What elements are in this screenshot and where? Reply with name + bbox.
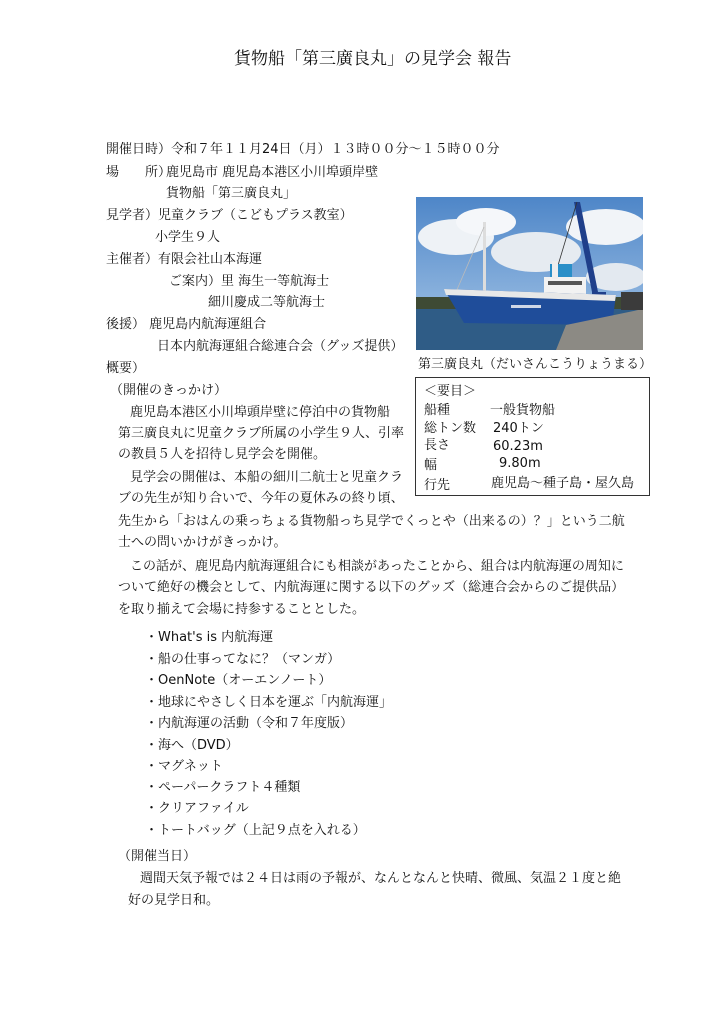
page-title: 貨物船「第三廣良丸」の見学会 報告 xyxy=(234,49,512,69)
summary-label-type: 船種 xyxy=(424,403,451,418)
day-heading: （開催当日） xyxy=(118,849,197,864)
info-support-2: 日本内航海運組合総連合会（グッズ提供） xyxy=(157,339,404,354)
kikkake-line-4: 見学会の開催は、本船の細川二航士と児童クラ xyxy=(130,470,404,485)
overview-label: 概要） xyxy=(106,361,146,376)
photo-caption: 第三廣良丸（だいさんこうりょうまる） xyxy=(418,357,653,372)
summary-value-route: 鹿児島～種子島・屋久島 xyxy=(491,476,635,491)
goods-item: ・クリアファイル xyxy=(145,801,249,816)
ship-photo xyxy=(416,197,643,350)
summary-label-length: 長さ xyxy=(424,438,451,453)
info-place-label: 場 所） xyxy=(106,165,172,180)
goods-item: ・マグネット xyxy=(145,759,223,774)
goods-item: ・船の仕事ってなに？（マンガ） xyxy=(145,652,341,667)
kikkake-line-9: ついて絶好の機会として、内航海運に関する以下のグッズ（総連合会からのご提供品） xyxy=(118,580,625,595)
goods-item: ・地球にやさしく日本を運ぶ「内航海運」 xyxy=(145,695,393,710)
info-date: 開催日時）令和７年１１月24日（月）１３時００分～１５時００分 xyxy=(106,142,500,157)
kikkake-line-3: の教員５人を招待し見学会を開催。 xyxy=(118,447,327,462)
kikkake-heading: （開催のきっかけ） xyxy=(110,383,228,398)
kikkake-line-1: 鹿児島本港区小川埠頭岸壁に停泊中の貨物船 xyxy=(130,405,391,420)
goods-item: ・ペーパークラフト４種類 xyxy=(145,780,301,795)
summary-heading: ＜要目＞ xyxy=(424,384,477,399)
info-organizer-3: 細川慶成二等航海士 xyxy=(208,295,326,310)
kikkake-line-10: を取り揃えて会場に持参することとした。 xyxy=(118,602,366,617)
summary-label-tonnage: 総トン数 xyxy=(424,421,477,436)
kikkake-line-6: 先生から「おはんの乗っちょる貨物船っち見学でくっとや（出来るの）？」という二航 xyxy=(118,514,625,529)
info-visitors-2: 小学生９人 xyxy=(155,230,221,245)
kikkake-line-8: この話が、鹿児島内航海運組合にも相談があったことから、組合は内航海運の周知に xyxy=(130,559,624,574)
goods-item: ・内航海運の活動（令和７年度版） xyxy=(145,716,354,731)
day-line-1: 週間天気予報では２４日は雨の予報が、なんとなんと快晴、微風、気温２１度と絶 xyxy=(140,871,622,886)
info-visitors-1: 見学者）児童クラブ（こどもプラス教室） xyxy=(106,208,353,223)
summary-value-width: 9.80m xyxy=(499,456,541,471)
goods-item: ・トートバッグ（上記９点を入れる） xyxy=(145,823,366,838)
kikkake-line-5: ブの先生が知り合いで、今年の夏休みの終り頃、 xyxy=(118,491,404,506)
info-organizer-2: ご案内）里 海生一等航海士 xyxy=(169,274,330,289)
info-place-1: 鹿児島市 鹿児島本港区小川埠頭岸壁 xyxy=(166,165,379,180)
info-place-2: 貨物船「第三廣良丸」 xyxy=(166,186,297,201)
info-support-1: 後援） 鹿児島内航海運組合 xyxy=(106,317,267,332)
goods-item: ・OenNote（オーエンノート） xyxy=(145,673,332,688)
summary-value-type: 一般貨物船 xyxy=(490,403,556,418)
day-line-2: 好の見学日和。 xyxy=(128,893,220,908)
goods-item: ・What's is 内航海運 xyxy=(145,630,274,645)
kikkake-line-2: 第三廣良丸に児童クラブ所属の小学生９人、引率 xyxy=(118,426,405,441)
summary-value-length: 60.23m xyxy=(493,439,543,454)
info-organizer-1: 主催者）有限会社山本海運 xyxy=(106,252,263,267)
summary-label-width: 幅 xyxy=(424,458,438,473)
goods-item: ・海へ（DVD） xyxy=(145,738,239,753)
summary-label-route: 行先 xyxy=(424,478,451,493)
kikkake-line-7: 士への問いかけがきっかけ。 xyxy=(118,535,287,550)
summary-value-tonnage: 240トン xyxy=(493,421,544,436)
